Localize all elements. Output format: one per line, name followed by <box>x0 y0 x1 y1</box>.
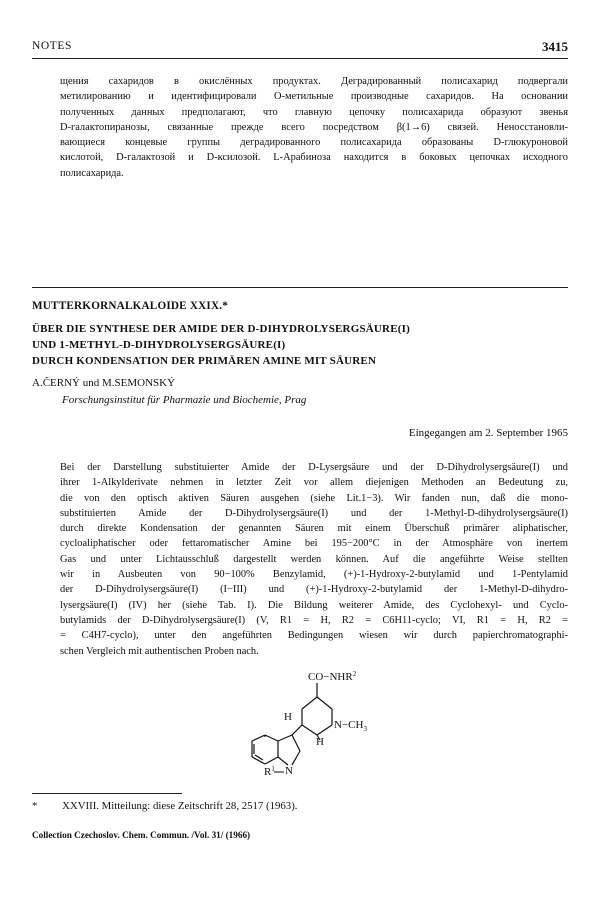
amide-label: $CO-NHR^2$ <box>308 670 357 683</box>
text-line: butylamids der D-Dihydrolysergsäure(I) (V, R1 = H, R2 = C6H11-cyclo; VI, R1 = H, R2 = <box>60 614 568 626</box>
page-number: 3415 <box>542 39 568 54</box>
text-line: D-галактопиранозы, связанные прежде всего посредством β(1→6) связей. Неносстановли- <box>60 121 568 133</box>
footnote <box>32 800 298 812</box>
footnote-text: XXVIII. Mitteilung: diese Zeitschrift 28, 2517 (1963). <box>62 800 298 812</box>
article-title-line-3: DURCH KONDENSATION DER PRIMÄREN AMINE MIT SÄUREN <box>32 355 377 367</box>
text-line: cycloaliphatischer oder fettaromatischer Amine bei 195−200°C in der Atmosphäre von inertem <box>60 538 568 550</box>
indole-n-label: N <box>285 765 293 777</box>
article-body-paragraph <box>60 460 568 659</box>
text-line: wir in Ausbeuten von 90−100% Benzylamid, (+)-1-Hydroxy-2-butylamid und 1-Pentylamid <box>60 569 568 581</box>
text-line: Gas und unter Lichtausschluß dargestellt werden können. Auf die angeführte Weise stellten <box>60 553 568 565</box>
text-line: кислотой, D-галактозой и D-ксилозой. L-Арабиноза находится в боковых цепочках исходного <box>60 152 568 164</box>
footnote-rule <box>32 793 182 794</box>
text-line: вающиеся концевые группы деградированного полисахарида образованы D-глюкуроновой <box>60 137 568 149</box>
russian-summary-paragraph <box>60 74 568 181</box>
text-line: щения сахаридов в окислённых продуктах. Деградированный полисахарид подвергали <box>60 76 568 87</box>
text-line: lysergsäure(I) (IV) her (siehe Tab. I). Die Bildung weiterer Amide, des Cyclohexyl- und Cyclo- <box>60 599 568 611</box>
authors: A.ČERNÝ und M.SEMONSKÝ <box>32 377 176 389</box>
text-line: substituierten Amide der D-Dihydrolysergsäure(I) und der 1-Methyl-D-dihydrolysergsäure(I) <box>60 507 568 519</box>
text-line: schen Vergleich mit authentischen Proben nach. <box>60 645 259 657</box>
dihydrolysergic-amide-structure <box>230 665 410 790</box>
r1-label: $R^1$ <box>264 765 275 778</box>
series-title: MUTTERKORNALKALOIDE XXIX.* <box>32 300 229 312</box>
text-line: ihrer 1-Alkylderivate nehmen in letzter Zeit vor allem diejenigen Methoden an Bedeutung zu, <box>60 477 568 489</box>
h-label-right: H <box>316 736 324 748</box>
header-rule <box>32 58 568 59</box>
text-line: die von den optisch aktiven Säuren ausgehen (siehe Lit.1−3). Wir fanden nun, daß die mono- <box>60 492 568 504</box>
running-header-section: NOTES <box>32 40 73 52</box>
structure-bonds <box>252 683 332 765</box>
text-line: durch direkte Kondensation der genannten Säuren mit einem Überschuß primärer aliphatischer, <box>60 523 568 535</box>
institute: Forschungsinstitut für Pharmazie und Biochemie, Prag <box>62 394 307 406</box>
journal-footer: Collection Czechoslov. Chem. Commun. /Vol. 31/ (1966) <box>32 830 251 840</box>
section-divider <box>32 287 568 288</box>
article-title-line-1: ÜBER DIE SYNTHESE DER AMIDE DER D-DIHYDROLYSERGSÄURE(I) <box>32 323 410 335</box>
n-methyl-label: $N-CH_3$ <box>334 719 367 733</box>
text-line: полученных данных предполагают, что главную цепочку полисахарида образуют звенья <box>60 106 568 118</box>
article-title-line-2: UND 1-METHYL-D-DIHYDROLYSERGSÄURE(I) <box>32 339 286 351</box>
text-line: der D-Dihydrolysergsäure(I) (I−III) und (+)-1-Hydroxy-2-butylamid der 1-Methyl-D-dihydro- <box>60 584 568 596</box>
text-line: полисахарида. <box>60 167 124 179</box>
received-date: Eingegangen am 2. September 1965 <box>408 427 568 439</box>
h-label-left: H <box>284 711 292 723</box>
text-line: Bei der Darstellung substituierter Amide der D-Lysergsäure und der D-Dihydrolysergsäure(I) und <box>60 462 568 473</box>
footnote-marker: * <box>32 800 38 812</box>
text-line: метилированию и идентифицировали O-метильные производные сахаридов. На основании <box>60 91 568 103</box>
text-line: = C4H7-cyclo), unter den angeführten Bedingungen wiesen wir durch papierchromatographi- <box>60 630 568 642</box>
